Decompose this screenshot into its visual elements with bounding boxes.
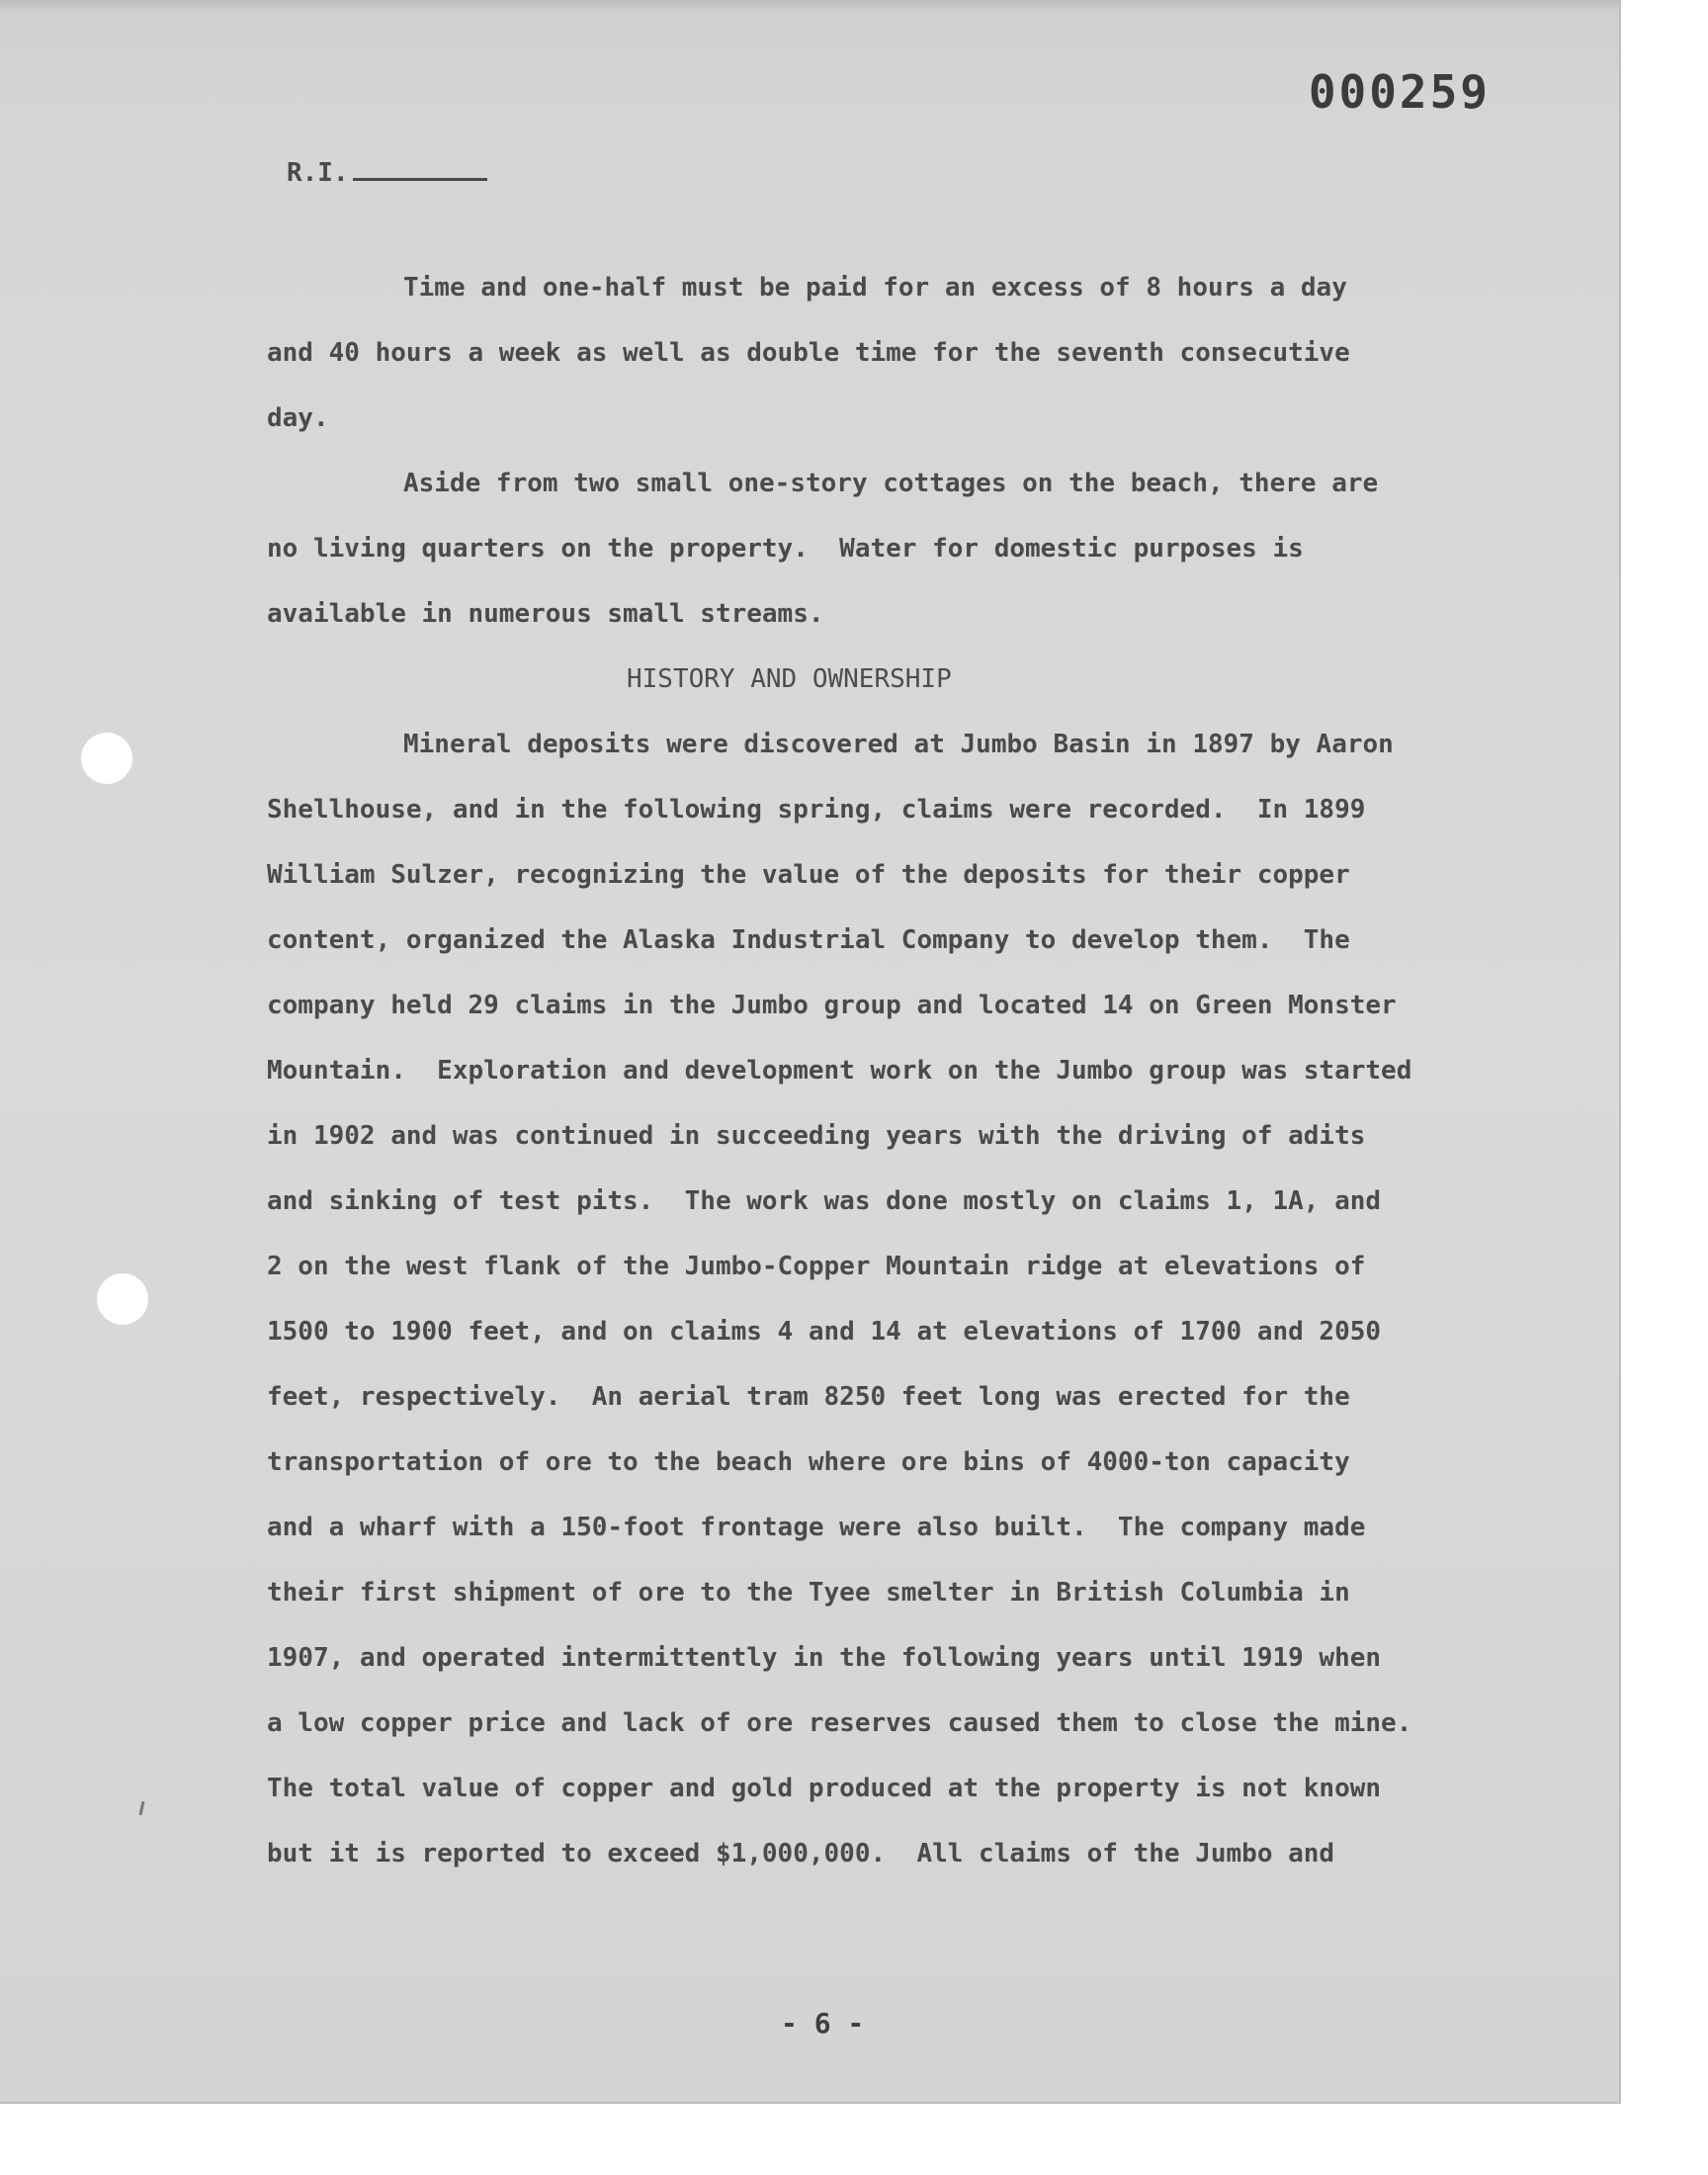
text-line: and 40 hours a week as well as double time for the seventh consecutive <box>267 338 1350 368</box>
document-body <box>267 255 1522 1886</box>
text-line: company held 29 claims in the Jumbo group and located 14 on Green Monster <box>267 991 1397 1020</box>
text-line: their first shipment of ore to the Tyee smelter in British Columbia in <box>267 1578 1350 1608</box>
text-line: William Sulzer, recognizing the value of the deposits for their copper <box>267 860 1350 890</box>
text-line: Mineral deposits were discovered at Jumbo Basin in 1897 by Aaron <box>403 730 1394 759</box>
binder-hole <box>81 733 132 784</box>
text-line: Mountain. Exploration and development work on the Jumbo group was started <box>267 1056 1412 1086</box>
text-line: 1500 to 1900 feet, and on claims 4 and 14 at elevations of 1700 and 2050 <box>267 1317 1382 1347</box>
text-line: feet, respectively. An aerial tram 8250 feet long was erected for the <box>267 1382 1350 1412</box>
text-line: Shellhouse, and in the following spring, claims were recorded. In 1899 <box>267 795 1366 825</box>
binder-hole <box>97 1273 148 1325</box>
document-stamp-number: 000259 <box>1308 65 1491 119</box>
text-line: The total value of copper and gold produced at the property is not known <box>267 1774 1382 1803</box>
text-line: transportation of ore to the beach where ore bins of 4000-ton capacity <box>267 1447 1350 1477</box>
text-line: 1907, and operated intermittently in the following years until 1919 when <box>267 1643 1382 1673</box>
text-line: and sinking of test pits. The work was done mostly on claims 1, 1A, and <box>267 1186 1382 1216</box>
text-line: available in numerous small streams. <box>267 599 824 629</box>
ri-blank-line <box>353 178 487 181</box>
text-line: in 1902 and was continued in succeeding years with the driving of adits <box>267 1121 1366 1151</box>
section-heading: HISTORY AND OWNERSHIP <box>627 664 952 694</box>
text-line: a low copper price and lack of ore reserves caused them to close the mine. <box>267 1708 1412 1738</box>
text-line: 2 on the west flank of the Jumbo-Copper Mountain ridge at elevations of <box>267 1252 1366 1281</box>
report-number-label <box>287 158 487 188</box>
text-line: Time and one-half must be paid for an excess of 8 hours a day <box>403 273 1347 303</box>
text-line: day. <box>267 403 329 433</box>
text-line: no living quarters on the property. Water for domestic purposes is <box>267 534 1304 564</box>
text-line: content, organized the Alaska Industrial Company to develop them. The <box>267 925 1350 955</box>
text-line: but it is reported to exceed $1,000,000. All claims of the Jumbo and <box>267 1839 1335 1869</box>
text-line: and a wharf with a 150-foot frontage were also built. The company made <box>267 1513 1366 1542</box>
scan-speck <box>139 1801 145 1815</box>
page-shadow <box>0 0 1619 12</box>
ri-label: R.I. <box>287 158 349 188</box>
page-number: - 6 - <box>781 2007 865 2040</box>
text-line: Aside from two small one-story cottages on the beach, there are <box>403 469 1379 498</box>
